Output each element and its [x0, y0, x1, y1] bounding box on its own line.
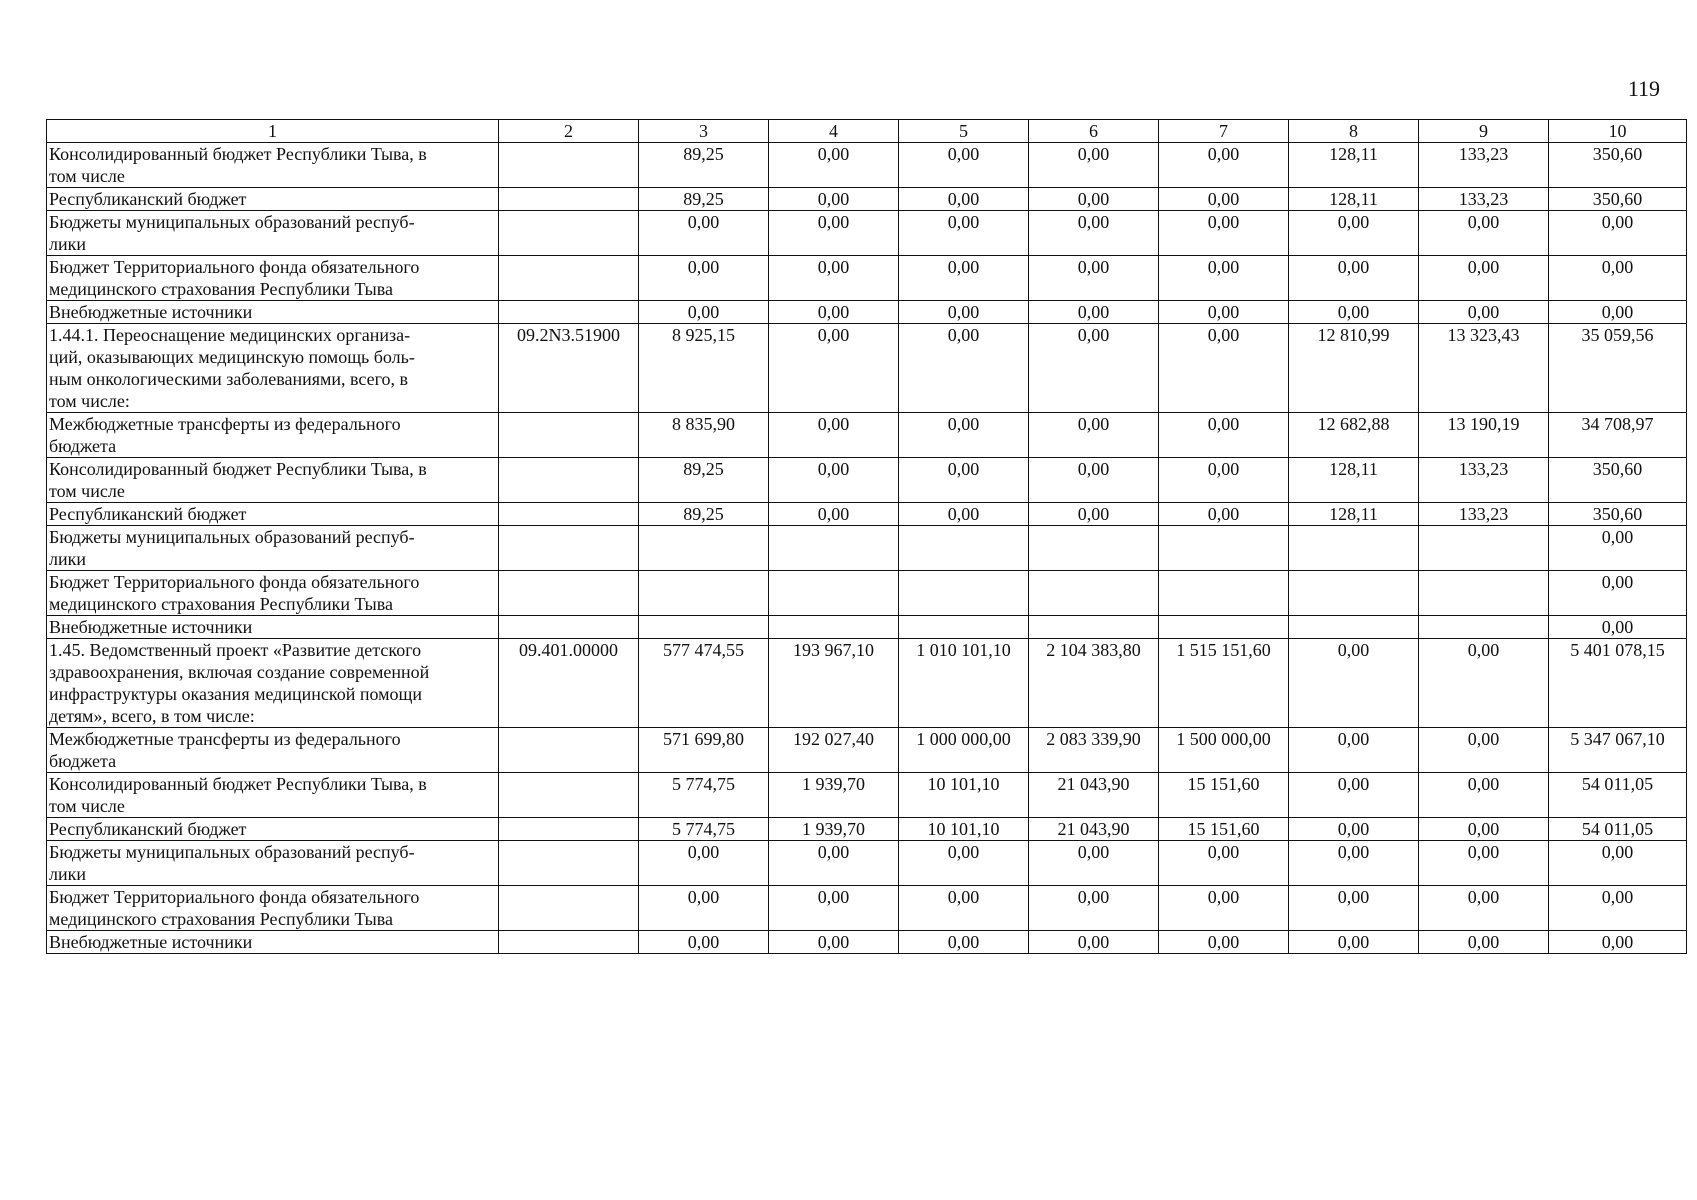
- value-cell: 0,00: [769, 503, 899, 526]
- value-cell: 10 101,10: [899, 818, 1029, 841]
- value-cell: 12 810,99: [1289, 324, 1419, 413]
- value-cell: [639, 571, 769, 616]
- column-header: 7: [1159, 120, 1289, 143]
- table-row: [47, 639, 1687, 728]
- value-cell: 0,00: [1289, 818, 1419, 841]
- value-cell: 0,00: [1549, 301, 1687, 324]
- value-cell: 5 774,75: [639, 818, 769, 841]
- value-cell: 35 059,56: [1549, 324, 1687, 413]
- value-cell: 0,00: [1549, 841, 1687, 886]
- value-cell: 12 682,88: [1289, 413, 1419, 458]
- value-cell: 5 347 067,10: [1549, 728, 1687, 773]
- value-cell: 0,00: [1029, 301, 1159, 324]
- value-cell: [1289, 526, 1419, 571]
- value-cell: 0,00: [1289, 728, 1419, 773]
- value-cell: 128,11: [1289, 503, 1419, 526]
- value-cell: 0,00: [1029, 256, 1159, 301]
- row-label: Бюджеты муниципальных образований респуб- лики: [47, 526, 499, 571]
- table-row: [47, 188, 1687, 211]
- row-label: 1.45. Ведомственный проект «Развитие детского здравоохранения, включая создание современной инфраструктуры оказания медицинской помощи детям», всего, в том числе:: [47, 639, 499, 728]
- value-cell: 0,00: [769, 413, 899, 458]
- row-code: [499, 886, 639, 931]
- value-cell: 133,23: [1419, 188, 1549, 211]
- value-cell: 10 101,10: [899, 773, 1029, 818]
- value-cell: 15 151,60: [1159, 818, 1289, 841]
- row-code: 09.401.00000: [499, 639, 639, 728]
- value-cell: 0,00: [1029, 458, 1159, 503]
- column-header: 3: [639, 120, 769, 143]
- value-cell: 21 043,90: [1029, 773, 1159, 818]
- row-label: Консолидированный бюджет Республики Тыва, в том числе: [47, 458, 499, 503]
- value-cell: 0,00: [769, 886, 899, 931]
- row-label: Консолидированный бюджет Республики Тыва, в том числе: [47, 143, 499, 188]
- value-cell: 0,00: [1419, 301, 1549, 324]
- value-cell: 0,00: [1549, 526, 1687, 571]
- row-label: Республиканский бюджет: [47, 503, 499, 526]
- value-cell: 0,00: [899, 324, 1029, 413]
- table-row: [47, 503, 1687, 526]
- value-cell: 0,00: [769, 324, 899, 413]
- table-row: [47, 413, 1687, 458]
- value-cell: 0,00: [899, 931, 1029, 954]
- table-row: [47, 616, 1687, 639]
- value-cell: 0,00: [1289, 211, 1419, 256]
- row-label: Бюджеты муниципальных образований респуб- лики: [47, 211, 499, 256]
- table-row: [47, 728, 1687, 773]
- row-label: Республиканский бюджет: [47, 188, 499, 211]
- value-cell: 54 011,05: [1549, 773, 1687, 818]
- value-cell: [899, 616, 1029, 639]
- value-cell: 0,00: [899, 458, 1029, 503]
- value-cell: [1029, 616, 1159, 639]
- value-cell: [1419, 616, 1549, 639]
- row-label: Бюджет Территориального фонда обязательного медицинского страхования Республики Тыва: [47, 256, 499, 301]
- value-cell: 13 190,19: [1419, 413, 1549, 458]
- value-cell: 0,00: [1419, 841, 1549, 886]
- value-cell: 0,00: [639, 211, 769, 256]
- value-cell: 0,00: [639, 256, 769, 301]
- column-header: 6: [1029, 120, 1159, 143]
- row-label: Межбюджетные трансферты из федерального бюджета: [47, 413, 499, 458]
- value-cell: 0,00: [899, 301, 1029, 324]
- table-row: [47, 256, 1687, 301]
- table-row: [47, 143, 1687, 188]
- value-cell: 350,60: [1549, 503, 1687, 526]
- value-cell: 0,00: [1419, 886, 1549, 931]
- row-code: [499, 458, 639, 503]
- column-header: 1: [47, 120, 499, 143]
- row-label: Республиканский бюджет: [47, 818, 499, 841]
- value-cell: 0,00: [769, 841, 899, 886]
- value-cell: 0,00: [769, 211, 899, 256]
- page-number: 119: [1627, 76, 1660, 101]
- value-cell: 15 151,60: [1159, 773, 1289, 818]
- value-cell: 0,00: [899, 503, 1029, 526]
- value-cell: 128,11: [1289, 188, 1419, 211]
- value-cell: 0,00: [1029, 324, 1159, 413]
- value-cell: 89,25: [639, 503, 769, 526]
- row-label: Внебюджетные источники: [47, 616, 499, 639]
- value-cell: [1289, 571, 1419, 616]
- value-cell: 0,00: [1289, 301, 1419, 324]
- value-cell: [769, 571, 899, 616]
- column-number-row: [47, 120, 1687, 143]
- value-cell: 1 000 000,00: [899, 728, 1029, 773]
- value-cell: 0,00: [1289, 841, 1419, 886]
- row-label: 1.44.1. Переоснащение медицинских организа- ций, оказывающих медицинскую помощь боль- ным онкологическими заболеваниями, всего, в том числе:: [47, 324, 499, 413]
- row-code: [499, 503, 639, 526]
- table-row: [47, 211, 1687, 256]
- value-cell: 571 699,80: [639, 728, 769, 773]
- value-cell: 0,00: [1029, 211, 1159, 256]
- value-cell: 0,00: [1029, 188, 1159, 211]
- column-header: 5: [899, 120, 1029, 143]
- value-cell: 0,00: [1159, 886, 1289, 931]
- value-cell: 0,00: [1159, 503, 1289, 526]
- column-header: 8: [1289, 120, 1419, 143]
- value-cell: 0,00: [1419, 818, 1549, 841]
- row-code: [499, 818, 639, 841]
- value-cell: 0,00: [1549, 886, 1687, 931]
- value-cell: 0,00: [899, 256, 1029, 301]
- row-code: [499, 616, 639, 639]
- value-cell: 0,00: [1289, 773, 1419, 818]
- value-cell: 0,00: [1159, 188, 1289, 211]
- row-code: [499, 526, 639, 571]
- value-cell: 13 323,43: [1419, 324, 1549, 413]
- value-cell: 0,00: [639, 931, 769, 954]
- table-row: [47, 773, 1687, 818]
- value-cell: 0,00: [769, 458, 899, 503]
- value-cell: 350,60: [1549, 458, 1687, 503]
- value-cell: 0,00: [1289, 256, 1419, 301]
- row-code: [499, 256, 639, 301]
- value-cell: 0,00: [1029, 503, 1159, 526]
- value-cell: 2 104 383,80: [1029, 639, 1159, 728]
- table-row: [47, 571, 1687, 616]
- budget-table: [46, 119, 1687, 954]
- value-cell: 0,00: [1289, 639, 1419, 728]
- value-cell: 0,00: [1159, 841, 1289, 886]
- row-label: Бюджеты муниципальных образований респуб- лики: [47, 841, 499, 886]
- value-cell: 0,00: [899, 211, 1029, 256]
- value-cell: 0,00: [899, 188, 1029, 211]
- value-cell: 133,23: [1419, 143, 1549, 188]
- table-body: [47, 120, 1687, 954]
- value-cell: 0,00: [1289, 931, 1419, 954]
- value-cell: 89,25: [639, 458, 769, 503]
- table-row: [47, 526, 1687, 571]
- value-cell: [1419, 526, 1549, 571]
- value-cell: 0,00: [1029, 931, 1159, 954]
- column-header: 2: [499, 120, 639, 143]
- value-cell: 128,11: [1289, 458, 1419, 503]
- value-cell: 0,00: [1419, 639, 1549, 728]
- value-cell: 1 515 151,60: [1159, 639, 1289, 728]
- value-cell: 0,00: [639, 301, 769, 324]
- value-cell: 0,00: [769, 188, 899, 211]
- value-cell: 0,00: [769, 301, 899, 324]
- value-cell: 0,00: [1289, 886, 1419, 931]
- value-cell: [1029, 571, 1159, 616]
- value-cell: [1159, 571, 1289, 616]
- value-cell: 0,00: [1159, 931, 1289, 954]
- value-cell: 0,00: [899, 886, 1029, 931]
- value-cell: 0,00: [1549, 211, 1687, 256]
- value-cell: 0,00: [1549, 931, 1687, 954]
- value-cell: 193 967,10: [769, 639, 899, 728]
- row-code: [499, 301, 639, 324]
- value-cell: 0,00: [1549, 616, 1687, 639]
- value-cell: [1159, 526, 1289, 571]
- value-cell: 5 774,75: [639, 773, 769, 818]
- table-row: [47, 886, 1687, 931]
- row-code: [499, 571, 639, 616]
- row-code: 09.2N3.51900: [499, 324, 639, 413]
- row-code: [499, 728, 639, 773]
- value-cell: 577 474,55: [639, 639, 769, 728]
- value-cell: 0,00: [1419, 256, 1549, 301]
- value-cell: 133,23: [1419, 503, 1549, 526]
- row-label: Бюджет Территориального фонда обязательного медицинского страхования Республики Тыва: [47, 571, 499, 616]
- row-code: [499, 188, 639, 211]
- column-header: 10: [1549, 120, 1687, 143]
- value-cell: 0,00: [1419, 931, 1549, 954]
- table-row: [47, 841, 1687, 886]
- value-cell: 350,60: [1549, 143, 1687, 188]
- row-label: Внебюджетные источники: [47, 931, 499, 954]
- value-cell: 1 939,70: [769, 818, 899, 841]
- value-cell: 0,00: [1419, 211, 1549, 256]
- value-cell: 0,00: [639, 841, 769, 886]
- value-cell: 350,60: [1549, 188, 1687, 211]
- value-cell: 8 835,90: [639, 413, 769, 458]
- value-cell: 0,00: [1549, 571, 1687, 616]
- value-cell: [1029, 526, 1159, 571]
- row-code: [499, 841, 639, 886]
- value-cell: 89,25: [639, 188, 769, 211]
- value-cell: 0,00: [1419, 773, 1549, 818]
- value-cell: [899, 526, 1029, 571]
- value-cell: 1 010 101,10: [899, 639, 1029, 728]
- row-label: Межбюджетные трансферты из федерального бюджета: [47, 728, 499, 773]
- row-code: [499, 931, 639, 954]
- value-cell: 0,00: [899, 841, 1029, 886]
- row-code: [499, 143, 639, 188]
- value-cell: 128,11: [1289, 143, 1419, 188]
- value-cell: [769, 526, 899, 571]
- value-cell: 1 939,70: [769, 773, 899, 818]
- value-cell: 0,00: [1159, 211, 1289, 256]
- value-cell: 0,00: [1159, 458, 1289, 503]
- value-cell: [1289, 616, 1419, 639]
- value-cell: 2 083 339,90: [1029, 728, 1159, 773]
- value-cell: 34 708,97: [1549, 413, 1687, 458]
- row-label: Консолидированный бюджет Республики Тыва, в том числе: [47, 773, 499, 818]
- value-cell: 192 027,40: [769, 728, 899, 773]
- value-cell: 0,00: [1419, 728, 1549, 773]
- value-cell: 8 925,15: [639, 324, 769, 413]
- value-cell: 89,25: [639, 143, 769, 188]
- value-cell: [1159, 616, 1289, 639]
- value-cell: [639, 616, 769, 639]
- value-cell: 0,00: [1029, 841, 1159, 886]
- row-label: Бюджет Территориального фонда обязательного медицинского страхования Республики Тыва: [47, 886, 499, 931]
- value-cell: 0,00: [769, 931, 899, 954]
- value-cell: 133,23: [1419, 458, 1549, 503]
- value-cell: [899, 571, 1029, 616]
- value-cell: [769, 616, 899, 639]
- value-cell: 0,00: [1159, 301, 1289, 324]
- value-cell: 0,00: [1159, 143, 1289, 188]
- value-cell: 0,00: [1029, 413, 1159, 458]
- value-cell: 0,00: [769, 256, 899, 301]
- value-cell: 0,00: [1159, 413, 1289, 458]
- table-row: [47, 324, 1687, 413]
- table-row: [47, 931, 1687, 954]
- row-label: Внебюджетные источники: [47, 301, 499, 324]
- value-cell: 0,00: [1029, 143, 1159, 188]
- value-cell: 0,00: [899, 413, 1029, 458]
- value-cell: 0,00: [639, 886, 769, 931]
- table-row: [47, 301, 1687, 324]
- value-cell: 5 401 078,15: [1549, 639, 1687, 728]
- value-cell: [1419, 571, 1549, 616]
- row-code: [499, 773, 639, 818]
- value-cell: 0,00: [769, 143, 899, 188]
- value-cell: 21 043,90: [1029, 818, 1159, 841]
- value-cell: 0,00: [1029, 886, 1159, 931]
- value-cell: 1 500 000,00: [1159, 728, 1289, 773]
- table-row: [47, 818, 1687, 841]
- table-row: [47, 458, 1687, 503]
- column-header: 4: [769, 120, 899, 143]
- row-code: [499, 211, 639, 256]
- value-cell: 0,00: [1549, 256, 1687, 301]
- value-cell: 0,00: [1159, 324, 1289, 413]
- row-code: [499, 413, 639, 458]
- value-cell: 0,00: [1159, 256, 1289, 301]
- value-cell: 0,00: [899, 143, 1029, 188]
- value-cell: 54 011,05: [1549, 818, 1687, 841]
- value-cell: [639, 526, 769, 571]
- column-header: 9: [1419, 120, 1549, 143]
